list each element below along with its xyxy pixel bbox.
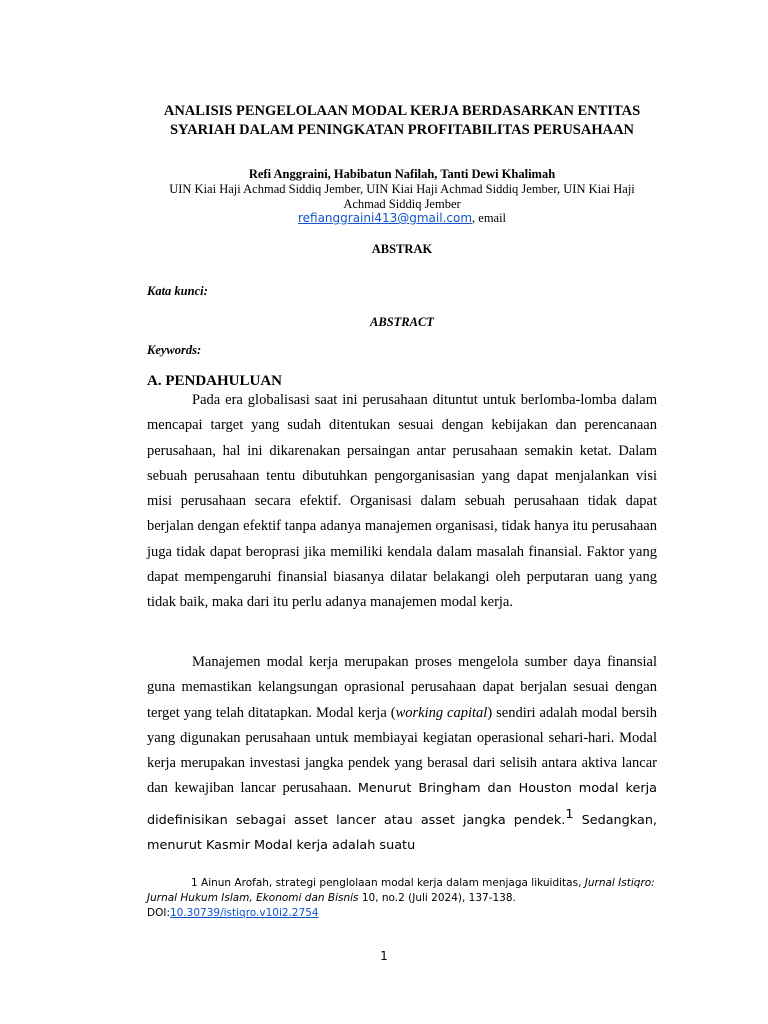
author-list: Refi Anggraini, Habibatun Nafilah, Tanti Dewi Khalimah: [248, 167, 556, 181]
paragraph-2-text-a: Manajemen modal kerja merupakan proses mengelola sumber daya finansial guna memastikan kelangsungan oprasional perusahaan dapat berjalan sesuai dengan terget yang telah ditatapkan. Modal kerja (: [147, 654, 657, 721]
italic-term: working capital: [395, 704, 488, 721]
affiliation: UIN Kiai Haji Achmad Siddiq Jember, UIN Kiai Haji Achmad Siddiq Jember, UIN Kiai Haji Achmad Siddiq Jember: [169, 182, 635, 211]
paragraph-2-text-c: Menurut Bringham dan Houston modal kerja didefinisikan sebagai asset lancer atau asset jangka pendek.: [147, 781, 657, 828]
abstract-heading: ABSTRACT: [370, 315, 434, 329]
page-number: 1: [380, 949, 388, 963]
kata-kunci-label: Kata kunci:: [147, 284, 208, 298]
footnote: [147, 876, 657, 921]
footnote-text-a: Ainun Arofah, strategi penglolaan modal kerja dalam menjaga likuiditas,: [197, 877, 585, 889]
paragraph-2-text-b: ) sendiri adalah modal bersih yang digunakan perusahaan untuk membiayai kegiatan operasional sehari-hari. Modal kerja merupakan investasi jangka pendek yang berasal dari selisih antara aktiva lancar dan kewajiban lancar perusahaan.: [147, 704, 657, 797]
footnote-number: 1: [191, 877, 198, 889]
paragraph-1: Pada era globalisasi saat ini perusahaan dituntut untuk berlomba-lomba dalam mencapai target yang sudah ditentukan sesuai dengan kebijakan dan perencanaan perusahaan, hal ini dikarenakan persaingan antar perusahaan semakin ketat. Dalam sebuah perusahaan tentu dibutuhkan pengorganisasian yang dapat menjalankan visi misi perusahaan secara efektif. Organisasi dalam sebuah perusahaan tidak dapat berjalan dengan efektif tanpa adanya manajemen organisasi, tidak hanya itu perusahaan juga tidak dapat beroprasi jika memiliki kendala dalam masalah finansial. Faktor yang dapat mempengaruhi finansial biasanya dilatar belakangi oleh perputaran uang yang tidak baik, maka dari itu perlu adanya manajemen modal kerja.: [147, 392, 657, 611]
section-heading: A. PENDAHULUAN: [147, 373, 282, 389]
footnote-ref[interactable]: 1: [565, 806, 574, 822]
email-suffix: , email: [472, 211, 507, 225]
footnote-journal: Jurnal Istiqro: Jurnal Hukum Islam, Ekonomi dan Bisnis: [147, 877, 655, 904]
email-line: [140, 210, 664, 226]
footnote-text-b: 10, no.2 (Juli 2024), 137-138.: [358, 892, 516, 904]
paragraph-2-text-d: Sedangkan, menurut Kasmir Modal kerja adalah suatu: [147, 812, 657, 853]
doi-label: DOI:: [147, 907, 170, 919]
keywords-label: Keywords:: [147, 343, 202, 357]
paper-title: ANALISIS PENGELOLAAN MODAL KERJA BERDASARKAN ENTITAS SYARIAH DALAM PENINGKATAN PROFITABILITAS PERUSAHAAN: [163, 103, 641, 138]
email-link[interactable]: refianggraini413@gmail.com: [297, 211, 473, 225]
paragraph-2: [147, 650, 657, 858]
abstrak-heading: ABSTRAK: [371, 242, 433, 256]
doi-link[interactable]: 10.30739/istiqro.v10i2.2754: [169, 907, 319, 919]
